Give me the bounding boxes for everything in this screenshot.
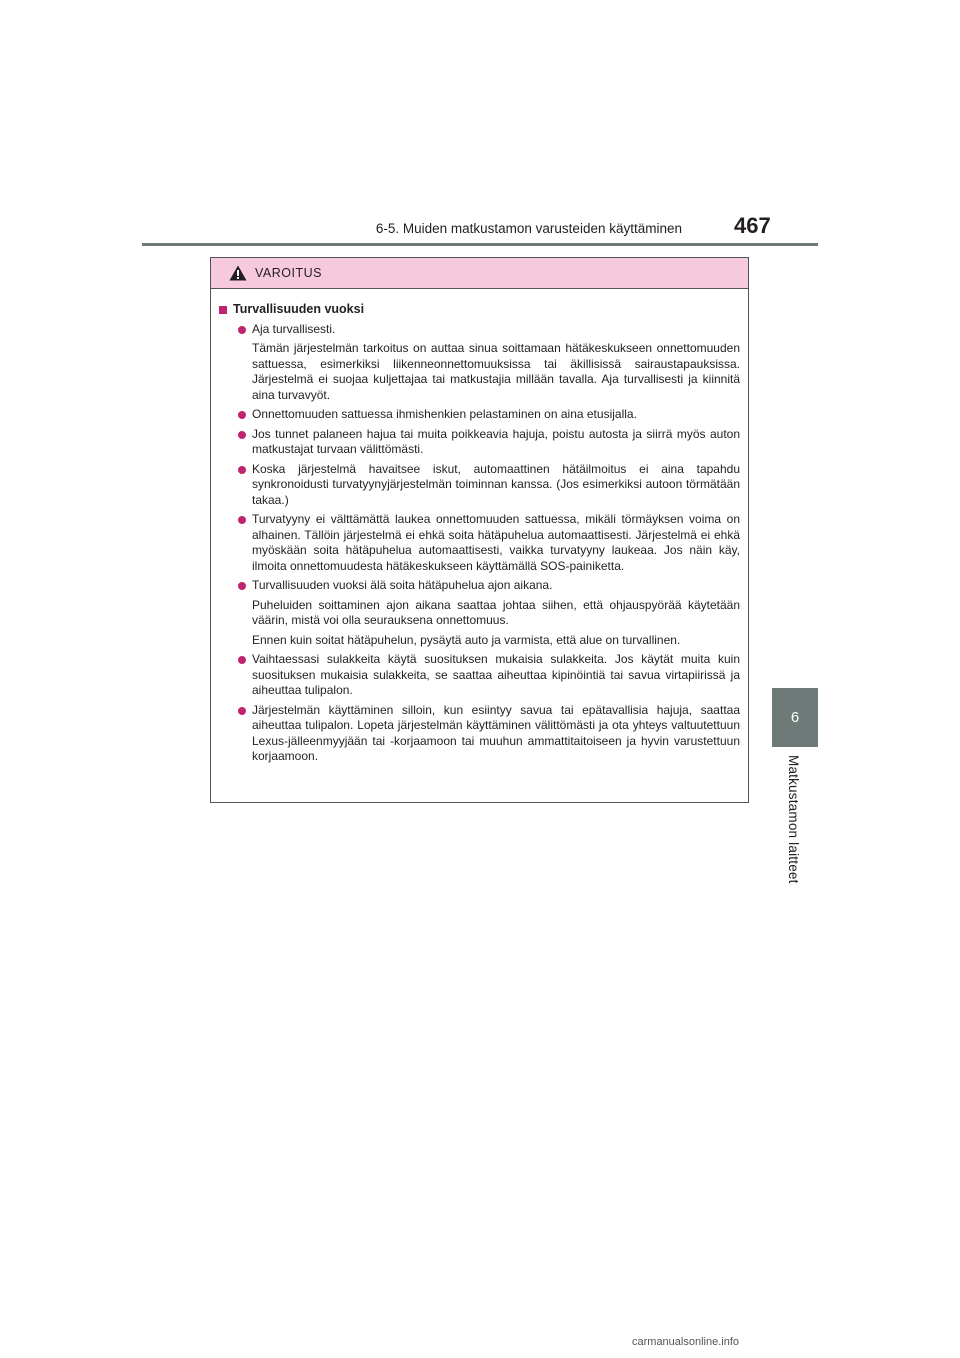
warning-box [210, 257, 749, 803]
list-item [219, 427, 740, 458]
list-item-text: Vaihtaessasi sulakkeita käytä suosituksen mukaisia sulakkeita. Jos käytät muita kuin suosituksen mukaisia sulakkeita, se saattaa aiheuttaa kipinöintiä tai savua virtapiirissä ja aiheuttaa tulipalon. [252, 652, 740, 697]
sub-paragraph: Puheluiden soittaminen ajon aikana saattaa johtaa siihen, että ohjauspyörää käytetään väärin, mistä voi olla seurauksena onnettomuus. [252, 597, 740, 627]
bullet-dot-icon [238, 411, 246, 419]
list-item [219, 407, 740, 423]
chapter-tab: 6 [772, 688, 818, 747]
list-item [219, 512, 740, 574]
section-heading-text: Turvallisuuden vuoksi [233, 302, 365, 316]
header-section-title: 6-5. Muiden matkustamon varusteiden käyttäminen [375, 221, 682, 236]
list-item [219, 322, 740, 338]
list-item-text: Järjestelmän käyttäminen silloin, kun esiintyy savua tai epätavallisia hajuja, saattaa aiheuttaa tulipalon. Lopeta järjestelmän käyttäminen välittömästi ja ota yhteys valtuutettuun Lexus-jälleenmyyjään tai -korjaamoon tai muuhun ammattitaitoiseen ja hyvin varustettuun korjaamoon. [252, 702, 740, 763]
warning-title: VAROITUS [255, 266, 322, 280]
list-item-text: Turvatyyny ei välttämättä laukea onnettomuuden sattuessa, mikäli törmäyksen voima on alhainen. Tällöin järjestelmä ei ehkä soita hätäpuhelua automaattisesti. Järjestelmä ei ehkä myöskään soita hätäpuhelua automaattisesti, vaikka turvatyyny laukeaa. Jos näin käy, ilmoita onnettomuudesta hätäkeskukseen käyttämällä SOS-painiketta. [252, 512, 740, 573]
bullet-dot-icon [238, 326, 246, 334]
list-item-text: Jos tunnet palaneen hajua tai muita poikkeavia hajuja, poistu autosta ja siirrä myös auton matkustajat turvaan välittömästi. [252, 426, 740, 456]
list-item [219, 462, 740, 509]
sub-paragraph: Tämän järjestelmän tarkoitus on auttaa sinua soittamaan hätäkeskukseen onnettomuuden sattuessa, esimerkiksi liikenneonnettomuuksissa tai äkillisissä sairaustapauksissa. Järjestelmä ei suojaa kuljettajaa tai matkustajia millään tavalla. Aja turvallisesti ja kiinnitä aina turvavyöt. [252, 341, 740, 402]
bullet-dot-icon [238, 707, 246, 715]
list-item-text: Koska järjestelmä havaitsee iskut, automaattinen hätäilmoitus ei aina tapahdu synkronoidusti turvatyynyjärjestelmän toiminnan kanssa. (Jos esimerkiksi autoon törmätään takaa.) [252, 461, 740, 507]
header-divider [142, 243, 818, 246]
list-item-text: Onnettomuuden sattuessa ihmishenkien pelastaminen on aina etusijalla. [252, 407, 637, 421]
footer-watermark: carmanualsonline.info [632, 1336, 740, 1348]
list-item-text: Aja turvallisesti. [252, 321, 336, 336]
page-number: 467 [734, 213, 771, 238]
list-item [219, 578, 740, 594]
bullet-dot-icon [238, 656, 246, 664]
warning-header [211, 258, 748, 289]
list-item-text: Turvallisuuden vuoksi älä soita hätäpuhelua ajon aikana. [252, 578, 553, 592]
warning-body [211, 289, 748, 769]
bullet-dot-icon [238, 431, 246, 439]
sub-paragraph: Ennen kuin soitat hätäpuhelun, pysäytä auto ja varmista, että alue on turvallinen. [252, 632, 681, 647]
bullet-dot-icon [238, 582, 246, 590]
bullet-dot-icon [238, 466, 246, 474]
list-item [219, 703, 740, 765]
warning-triangle-icon [229, 265, 247, 281]
bullet-dot-icon [238, 516, 246, 524]
list-item [219, 652, 740, 699]
chapter-label: Matkustamon laitteet [786, 755, 801, 884]
section-heading [219, 302, 740, 318]
square-bullet-icon [219, 306, 227, 314]
